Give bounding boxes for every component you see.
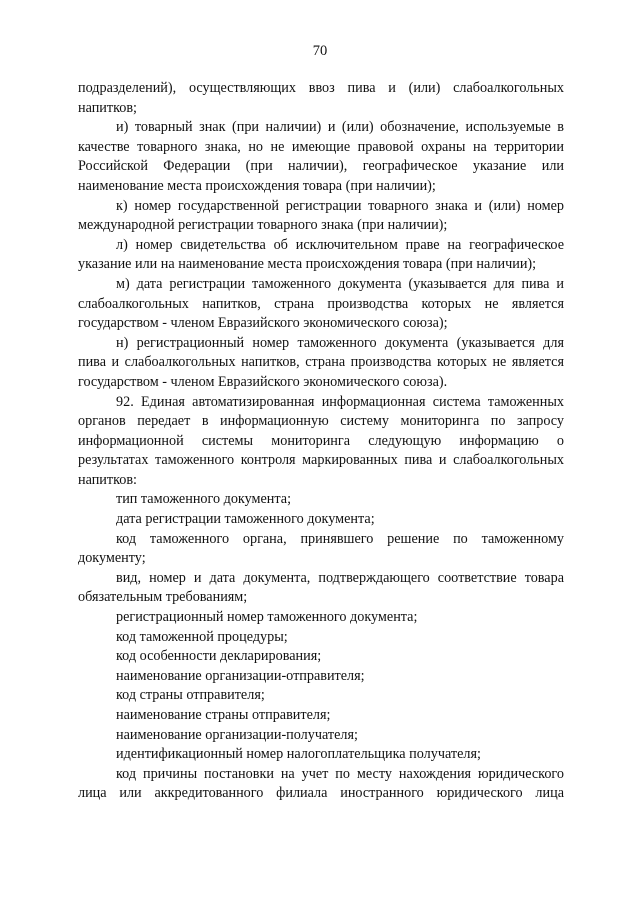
paragraph: регистрационный номер таможенного документа; — [116, 609, 418, 626]
paragraph: код таможенного органа, принявшего решение по таможенному документу; — [78, 530, 564, 567]
paragraph: 92. Единая автоматизированная информационная система таможенных органов передает в информационную систему мониторинга по запросу информационной системы мониторинга следующую информацию о результатах таможенного контроля маркированных пива и слабоалкогольных напитков: — [78, 393, 564, 488]
paragraph: вид, номер и дата документа, подтверждающего соответствие товара обязательным требованиям; — [78, 569, 564, 606]
paragraph: л) номер свидетельства об исключительном праве на географическое указание или на наименование места происхождения товара (при наличии); — [78, 236, 564, 273]
paragraph: наименование организации-получателя; — [116, 726, 358, 743]
paragraph: код особенности декларирования; — [116, 648, 322, 665]
paragraph: и) товарный знак (при наличии) и (или) обозначение, используемые в качестве товарного знака, но не имеющие правовой охраны на территории Российской Федерации (при наличии), географическое указание или наименование места происхождения товара (при наличии); — [78, 119, 564, 194]
paragraph: код страны отправителя; — [116, 687, 265, 704]
paragraph: н) регистрационный номер таможенного документа (указывается для пива и слабоалкогольных напитков, страна производства которых не является государством - членом Евразийского экономического союза). — [78, 334, 564, 390]
paragraph: код причины постановки на учет по месту нахождения юридического лица или аккредитованного филиала иностранного юридического лица — [78, 765, 564, 802]
paragraph: наименование страны отправителя; — [116, 707, 331, 723]
paragraph: подразделений), осуществляющих ввоз пива и (или) слабоалкогольных напитков; — [78, 80, 564, 116]
paragraph: код таможенной процедуры; — [116, 628, 288, 645]
paragraph: к) номер государственной регистрации товарного знака и (или) номер международной регистрации товарного знака (при наличии); — [78, 197, 564, 234]
paragraph: тип таможенного документа; — [116, 491, 292, 508]
paragraph: наименование организации-отправителя; — [116, 667, 365, 684]
paragraph: м) дата регистрации таможенного документа (указывается для пива и слабоалкогольных напитков, страна производства которых не является государством - членом Евразийского экономического союза); — [78, 275, 564, 332]
document-body — [78, 79, 564, 804]
page-number: 70 — [312, 43, 328, 59]
paragraph: дата регистрации таможенного документа; — [116, 511, 375, 528]
paragraph: идентификационный номер налогоплательщика получателя; — [116, 746, 481, 763]
